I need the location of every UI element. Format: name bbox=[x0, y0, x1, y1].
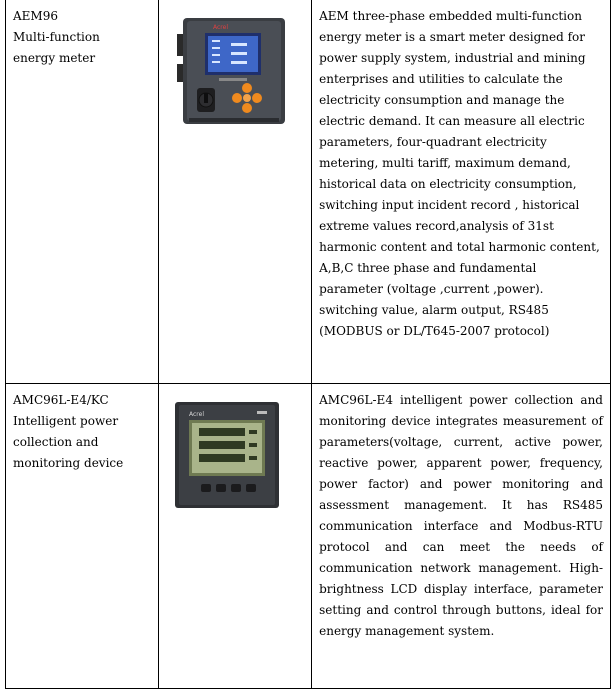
product-image-cell bbox=[158, 384, 312, 689]
power-monitor-icon bbox=[159, 384, 306, 524]
product-table bbox=[5, 0, 611, 689]
model-number: AMC96L-E4/KC bbox=[13, 393, 109, 407]
energy-meter-photo bbox=[159, 0, 312, 140]
product-name-line: Intelligent power bbox=[13, 414, 119, 428]
product-name-line: monitoring device bbox=[13, 456, 124, 470]
product-name-line: Multi-function bbox=[13, 30, 100, 44]
product-name-line: energy meter bbox=[13, 51, 96, 65]
brand-logo: Acrel bbox=[212, 24, 228, 31]
product-name-cell bbox=[6, 384, 159, 689]
table-row bbox=[6, 384, 611, 689]
product-name-cell bbox=[6, 0, 159, 384]
product-name-line: collection and bbox=[13, 435, 99, 449]
table-row bbox=[6, 0, 611, 384]
model-number: AEM96 bbox=[13, 9, 58, 23]
brand-logo: Acrel bbox=[188, 411, 204, 418]
product-description: AEM three-phase embedded multi-function energy meter is a smart meter designed for power supply system, industrial and mining enterprises and utilities to calculate the electricity consumption and manage the electric demand. It can measure all electric parameters, four-quadrant electricity metering, multi tariff, maximum demand, historical data on electricity consumption, switching input incident record , historical extreme values record,analysis of 31st harmonic content and total harmonic content, A,B,C three phase and fundamental parameter (voltage ,current ,power). switching value, alarm output, RS485 (MODBUS or DL/T645-2007 protocol) bbox=[319, 9, 600, 338]
product-description: AMC96L-E4 intelligent power collection and monitoring device integrates measurement of parameters(voltage, current, active power, reactive power, apparent power, frequency, power factor) and power monitoring and assessment management. It has RS485 communication interface and Modbus-RTU protocol and can meet the needs of communication network management. High-brightness LCD display interface, parameter setting and control through buttons, ideal for energy management system. bbox=[319, 393, 603, 638]
energy-meter-icon bbox=[159, 0, 306, 140]
product-image-cell bbox=[158, 0, 312, 384]
power-monitor-photo bbox=[159, 384, 312, 524]
product-description-cell bbox=[312, 384, 611, 689]
product-description-cell bbox=[312, 0, 611, 384]
